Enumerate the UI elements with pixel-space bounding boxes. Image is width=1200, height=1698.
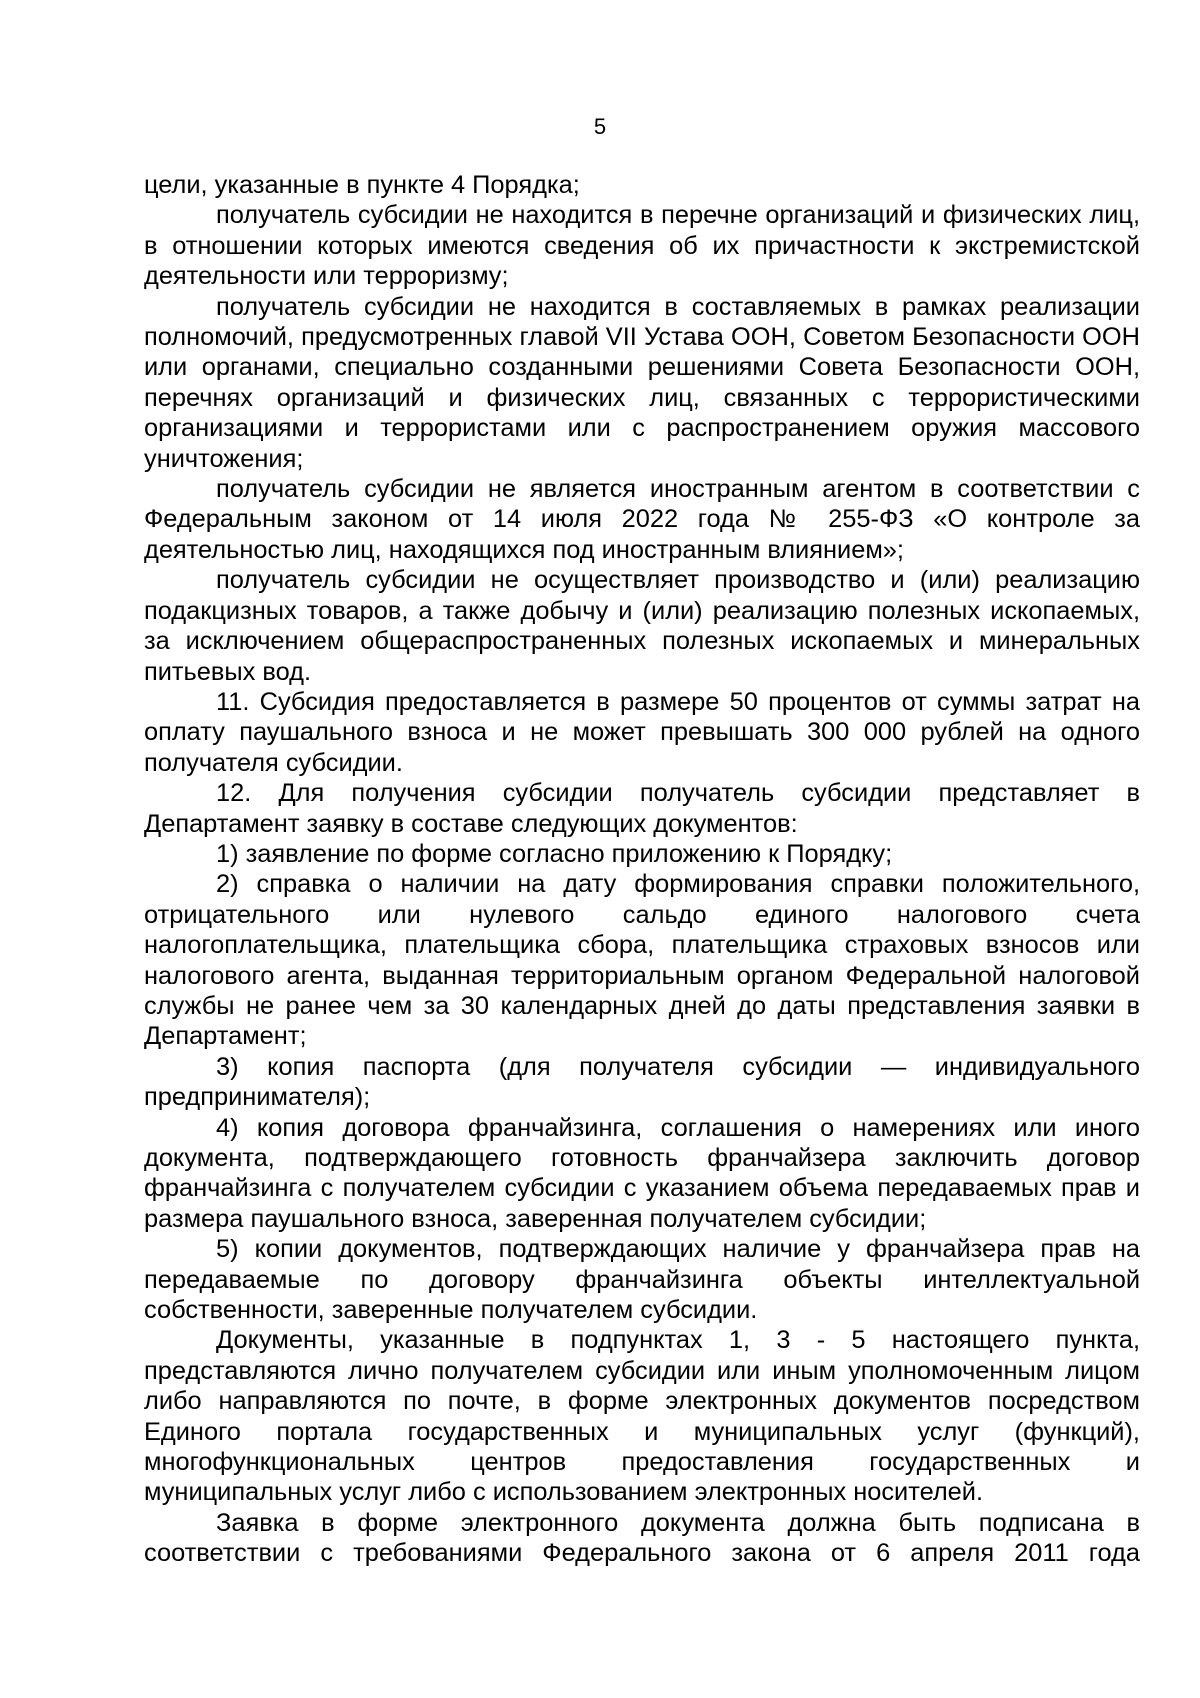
paragraph-subitem-5: 5) копии документов, подтверждающих наличие у франчайзера прав на передаваемые по договору франчайзинга объекты интеллектуальной собственности, заверенные получателем субсидии.: [144, 1235, 1140, 1325]
paragraph-continuation: цели, указанные в пункте 4 Порядка;: [144, 171, 580, 199]
paragraph-documents-submission: Документы, указанные в подпунктах 1, 3 - 5 настоящего пункта, представляются лично получателем субсидии или иным уполномоченным лицом либо направляются по почте, в форме электронных документов посредством Единого портала государственных и муниципальных услуг (функций), многофункциональных центров предоставления государственных и муниципальных услуг либо с использованием электронных носителей.: [144, 1326, 1140, 1507]
paragraph-subitem-3: 3) копия паспорта (для получателя субсидии — индивидуального предпринимателя);: [144, 1052, 1140, 1112]
paragraph-electronic-signature: Заявка в форме электронного документа должна быть подписана в соответствии с требованиями Федерального закона от 6 апреля 2011 года: [144, 1508, 1140, 1568]
paragraph-subitem-4: 4) копия договора франчайзинга, соглашения о намерениях или иного документа, подтверждающего готовность франчайзера заключить договор франчайзинга с получателем субсидии с указанием объема передаваемых прав и размера паушального взноса, заверенная получателем субсидии;: [144, 1113, 1140, 1233]
paragraph-item-12: 12. Для получения субсидии получатель субсидии представляет в Департамент заявку в составе следующих документов:: [144, 779, 1140, 838]
page-number: 5: [593, 114, 607, 139]
paragraph-item-11: 11. Субсидия предоставляется в размере 50 процентов от суммы затрат на оплату паушального взноса и не может превышать 300 000 рублей на одного получателя субсидии.: [144, 687, 1140, 777]
paragraph-subitem-1: 1) заявление по форме согласно приложению к Порядку;: [216, 839, 893, 868]
paragraph-excise-goods: получатель субсидии не осуществляет производство и (или) реализацию подакцизных товаров, а также добычу и (или) реализацию полезных ископаемых, за исключением общераспространенных полезных ископаемых и минеральных питьевых вод.: [144, 566, 1140, 686]
paragraph-subitem-2: 2) справка о наличии на дату формирования справки положительного, отрицательного или нулевого сальдо единого налогового счета налогоплательщика, плательщика сбора, плательщика страховых взносов или налогового агента, выданная территориальным органом Федеральной налоговой службы не ранее чем за 30 календарных дней до даты представления заявки в Департамент;: [144, 870, 1140, 1051]
paragraph-un-list: получатель субсидии не находится в составляемых в рамках реализации полномочий, предусмотренных главой VII Устава ООН, Советом Безопасности ООН или органами, специально созданными решениями Совета Безопасности ООН, перечнях организаций и физических лиц, связанных с террористическими организациями и террористами или с распространением оружия массового уничтожения;: [144, 292, 1140, 473]
paragraph-extremism-list: получатель субсидии не находится в перечне организаций и физических лиц, в отношении которых имеются сведения об их причастности к экстремистской деятельности или терроризму;: [144, 201, 1140, 291]
paragraph-foreign-agent: получатель субсидии не является иностранным агентом в соответствии с Федеральным законом от 14 июля 2022 года № 255-ФЗ «О контроле за деятельностью лиц, находящихся под иностранным влиянием»;: [144, 475, 1140, 564]
document-body: [144, 170, 1140, 1569]
